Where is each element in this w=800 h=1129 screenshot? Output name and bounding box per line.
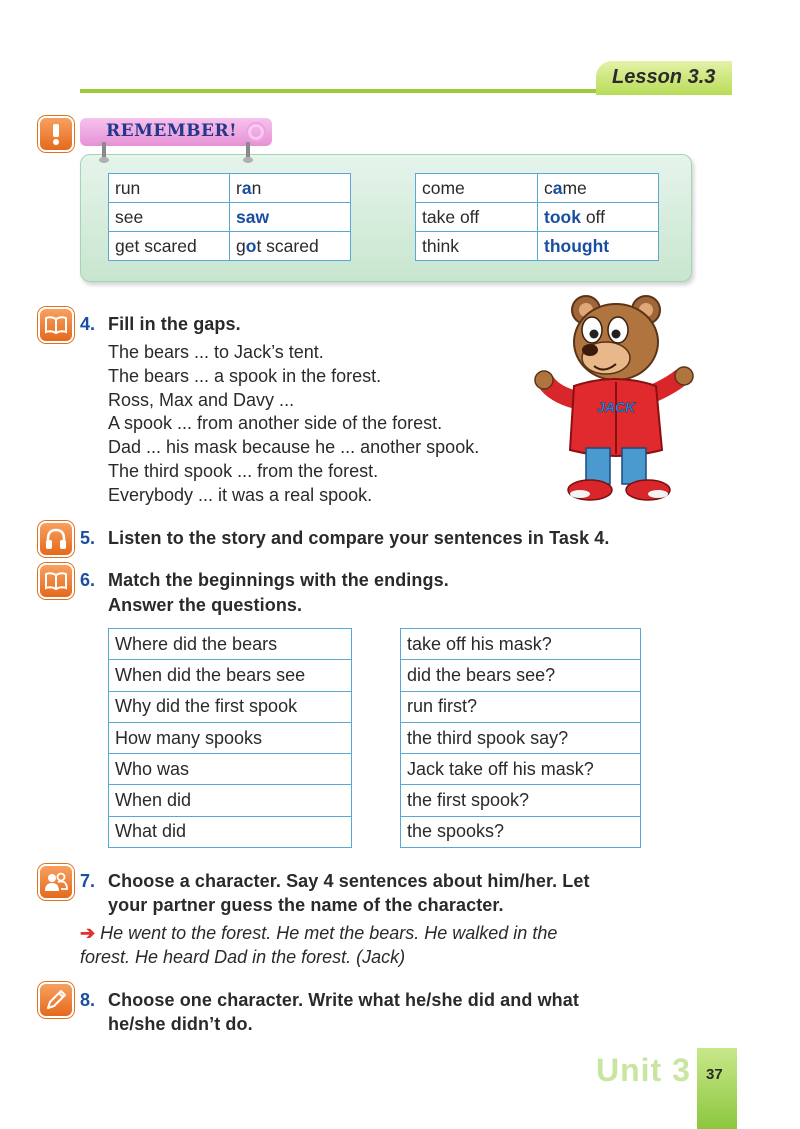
endings-table xyxy=(400,628,641,848)
table-row xyxy=(416,174,659,203)
past-verb: took off xyxy=(538,203,659,232)
table-row xyxy=(109,785,352,816)
exercise-number: 8. xyxy=(80,990,96,1010)
verbs-table-right xyxy=(415,173,659,261)
lesson-tab xyxy=(596,61,732,95)
table-row xyxy=(416,203,659,232)
headphones-icon xyxy=(38,521,74,557)
beginning-cell: When did the bears see xyxy=(109,660,352,691)
table-row xyxy=(109,754,352,785)
list-item: A spook ... from another side of the forest. xyxy=(108,413,443,434)
remember-label xyxy=(80,118,272,146)
base-verb: run xyxy=(109,174,230,203)
exercise-title: Listen to the story and compare your sentences in Task 4. xyxy=(108,528,610,548)
table-row xyxy=(109,660,352,691)
remember-label-text: REMEMBER! xyxy=(106,121,238,141)
page-tab xyxy=(697,1048,737,1129)
list-item: The bears ... to Jack’s tent. xyxy=(108,342,324,362)
exercise-number: 5. xyxy=(80,528,96,548)
table-row xyxy=(401,660,641,691)
exercise-title-line2: your partner guess the name of the character. xyxy=(108,895,504,915)
table-row xyxy=(401,629,641,660)
table-row xyxy=(401,754,641,785)
table-row xyxy=(109,629,352,660)
exercise-title-line2: he/she didn’t do. xyxy=(108,1014,253,1034)
table-row xyxy=(109,816,352,847)
example-line1: He went to the forest. He met the bears. He walked in the xyxy=(100,923,558,943)
exercise-title-line1: Match the beginnings with the endings. xyxy=(108,570,449,590)
swirl-icon xyxy=(246,122,266,142)
pin-icon xyxy=(246,142,250,160)
table-row xyxy=(109,232,351,261)
beginning-cell: Where did the bears xyxy=(109,629,352,660)
past-verb: thought xyxy=(538,232,659,261)
pencil-icon xyxy=(38,982,74,1018)
pin-icon xyxy=(102,142,106,160)
header-rule xyxy=(80,89,640,93)
ending-cell: the first spook? xyxy=(401,785,641,816)
past-verb: saw xyxy=(230,203,351,232)
book-icon xyxy=(38,563,74,599)
beginning-cell: Who was xyxy=(109,754,352,785)
arrow-icon: ➔ xyxy=(80,923,96,943)
beginning-cell: Why did the first spook xyxy=(109,691,352,722)
table-row xyxy=(109,174,351,203)
ending-cell: did the bears see? xyxy=(401,660,641,691)
book-icon xyxy=(38,307,74,343)
exercise-title-line1: Choose a character. Say 4 sentences about him/her. Let xyxy=(108,871,590,891)
page-number: 37 xyxy=(706,1066,723,1083)
past-verb: ran xyxy=(230,174,351,203)
list-item: The third spook ... from the forest. xyxy=(108,460,379,481)
past-verb: got scared xyxy=(230,232,351,261)
exercise-number: 7. xyxy=(80,871,96,891)
table-row xyxy=(401,785,641,816)
exercise-title-line2: Answer the questions. xyxy=(108,595,303,615)
beginning-cell: When did xyxy=(109,785,352,816)
bear-illustration xyxy=(528,290,700,505)
table-row xyxy=(401,722,641,753)
table-row xyxy=(416,232,659,261)
base-verb: come xyxy=(416,174,538,203)
base-verb: see xyxy=(109,203,230,232)
base-verb: get scared xyxy=(109,232,230,261)
unit-label: Unit 3 xyxy=(596,1052,691,1088)
ending-cell: take off his mask? xyxy=(401,629,641,660)
exercise-number: 6. xyxy=(80,570,96,590)
table-row xyxy=(109,691,352,722)
exercise-title-line1: Choose one character. Write what he/she did and what xyxy=(108,990,579,1010)
beginning-cell: What did xyxy=(109,816,352,847)
ending-cell: run first? xyxy=(401,691,641,722)
exclamation-icon xyxy=(38,116,74,152)
sentence-list xyxy=(108,341,479,508)
past-verb: came xyxy=(538,174,659,203)
base-verb: take off xyxy=(416,203,538,232)
lesson-title: Lesson 3.3 xyxy=(612,66,716,88)
list-item: The bears ... a spook in the forest. xyxy=(108,365,382,386)
list-item: Ross, Max and Davy ... xyxy=(108,389,295,410)
beginnings-table xyxy=(108,628,352,848)
shirt-text: JACK xyxy=(596,399,636,415)
exercise-title: Fill in the gaps. xyxy=(108,314,241,334)
exercise-number: 4. xyxy=(80,314,96,334)
ending-cell: the third spook say? xyxy=(401,722,641,753)
table-row xyxy=(109,722,352,753)
table-row xyxy=(109,203,351,232)
pair-work-icon xyxy=(38,864,74,900)
ending-cell: the spooks? xyxy=(401,816,641,847)
table-row xyxy=(401,691,641,722)
beginning-cell: How many spooks xyxy=(109,722,352,753)
list-item: Dad ... his mask because he ... another spook. xyxy=(108,437,480,458)
base-verb: think xyxy=(416,232,538,261)
example-text xyxy=(80,922,692,969)
table-row xyxy=(401,816,641,847)
verbs-table-left xyxy=(108,173,351,261)
ending-cell: Jack take off his mask? xyxy=(401,754,641,785)
list-item: Everybody ... it was a real spook. xyxy=(108,484,373,505)
example-line2: forest. He heard Dad in the forest. (Jack) xyxy=(80,946,406,967)
